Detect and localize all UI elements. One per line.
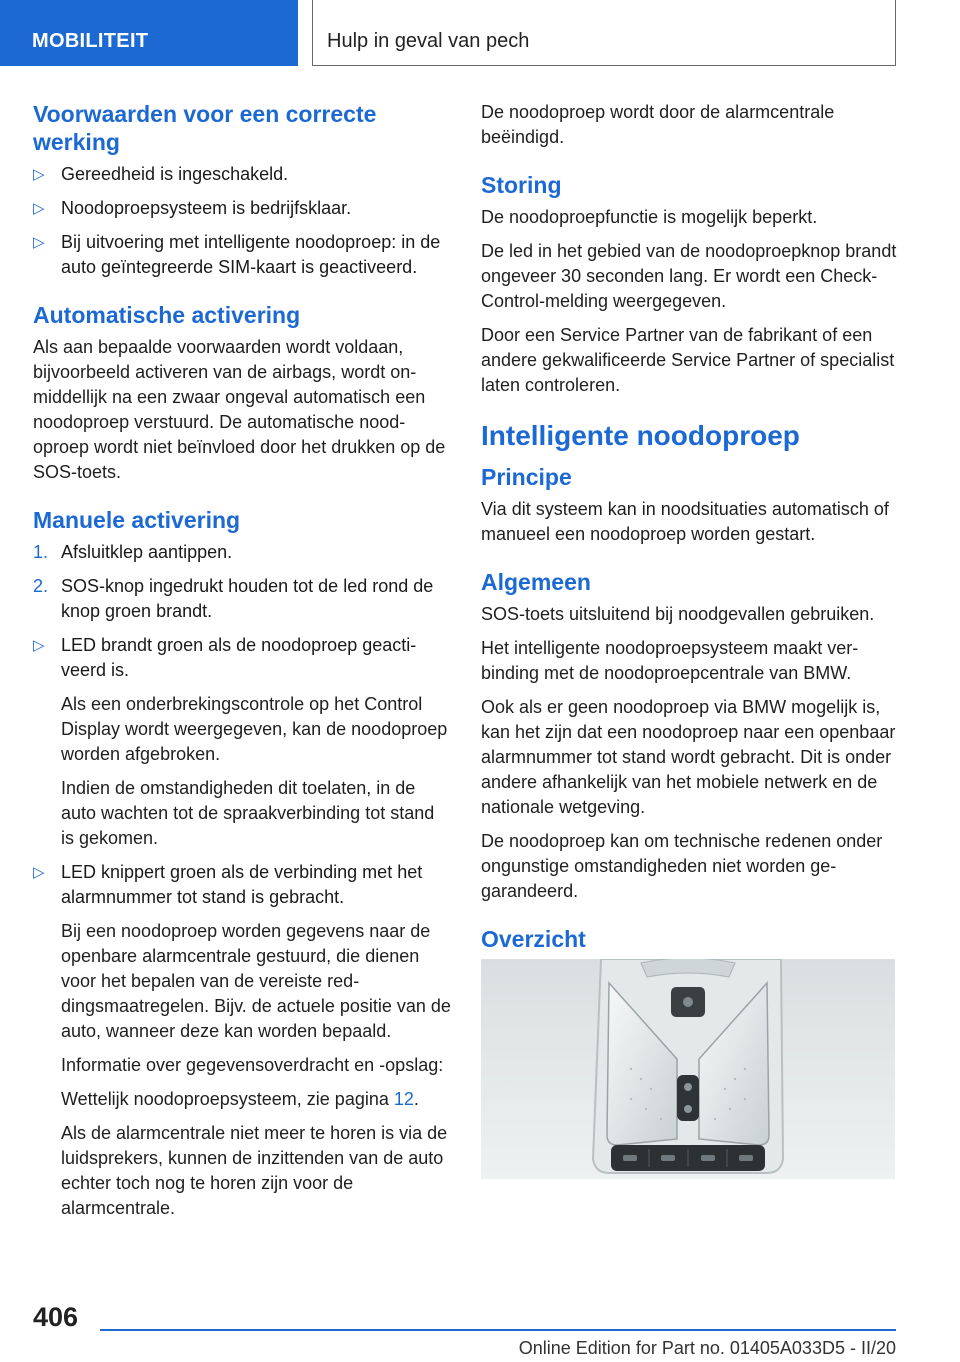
heading-general: Algemeen — [481, 569, 591, 595]
led-blink-note-1: Bij een noodoproep worden gegevens naar de openbare alarmcentrale gestuurd, die dienen voor het bepalen van de vereiste reddingsmaatregelen. Bijv. de actuele positie van de auto, wanneer deze kan worden bepaald. — [61, 921, 451, 1041]
page-number: 406 — [33, 1302, 79, 1332]
step-text: Afsluitklep aantippen. — [61, 542, 233, 562]
list-item — [33, 196, 451, 221]
footer-divider — [100, 1329, 896, 1331]
header-chapter-label: Hulp in geval van pech — [327, 30, 530, 52]
overhead-console-image — [481, 959, 895, 1179]
triangle-right-icon: ▷ — [33, 166, 45, 183]
list-item-text: Gereedheid is ingeschakeld. — [61, 164, 289, 184]
heading-overview: Overzicht — [481, 926, 586, 952]
led-blink-note-3 — [61, 1087, 451, 1112]
led-blink-note-4: Als de alarmcentrale niet meer te horen is via de luidsprekers, kunnen de inzittenden van de auto echter toch nog te horen zijn voor de alarmcentrale. — [61, 1123, 448, 1218]
led-green-text: LED brandt groen als de noodoproep geactiveerd is. — [61, 635, 417, 680]
general-text-2: Het intelligente noodoproepsysteem maakt verbinding met de noodoproepcentrale van BMW. — [481, 638, 859, 683]
step-item — [33, 540, 451, 565]
step-number: 1. — [33, 542, 49, 562]
overhead-console-illustration — [481, 959, 895, 1179]
heading-principle: Principe — [481, 464, 572, 490]
heading-fault: Storing — [481, 172, 562, 198]
right-column — [481, 100, 899, 1179]
conditions-list — [33, 162, 451, 280]
principle-text: Via dit systeem kan in noodsituaties automatisch of manueel een noodoproep worden gestart. — [481, 499, 889, 544]
led-green-note-2: Indien de omstandigheden dit toelaten, in de auto wachten tot de spraakverbinding tot stand is gekomen. — [61, 778, 435, 848]
triangle-right-icon: ▷ — [33, 234, 45, 251]
header-chapter-box — [312, 0, 896, 66]
list-item — [33, 162, 451, 187]
page-reference-link[interactable]: 12 — [393, 1089, 414, 1109]
step-number: 2. — [33, 576, 49, 596]
manual-steps — [33, 540, 451, 624]
automatic-text: Als aan bepaalde voorwaarden wordt voldaan, bijvoorbeeld activeren van de airbags, wordt onmiddellijk na een zwaar ongeval automatisch een noodoproep verstuurd. De automatische noodoproep wordt niet beïnvloed door het drukken op de SOS-toets. — [33, 337, 446, 482]
list-item-led-blink — [33, 860, 451, 1221]
fault-text-3: Door een Service Partner van de fabrikant of een andere gekwalificeerde Service Partner of specialist laten controleren. — [481, 325, 895, 395]
list-item-text: Noodoproepsysteem is bedrijfsklaar. — [61, 198, 352, 218]
header-section-label: MOBILITEIT — [32, 30, 149, 52]
step-item — [33, 574, 451, 624]
general-text-3: Ook als er geen noodoproep via BMW mogelijk is, kan het zijn dat een noodoproep naar een openbaar alarmnummer tot stand wordt gebracht. Dit is onder andere afhankelijk van het mobiele netwerk en de nationale wetgeving. — [481, 697, 896, 817]
led-blink-text: LED knippert groen als de verbinding met het alarmnummer tot stand is gebracht. — [61, 862, 423, 907]
list-item-led-green — [33, 633, 451, 851]
header-section-tab — [0, 0, 298, 66]
triangle-right-icon: ▷ — [33, 200, 45, 217]
heading-automatic: Automatische activering — [33, 302, 301, 328]
list-item — [33, 230, 451, 280]
fault-text-2: De led in het gebied van de noodoproepknop brandt ongeveer 30 seconden lang. Er wordt een Check-Control-melding weergegeven. — [481, 241, 897, 311]
cross-reference-end: . — [413, 1089, 419, 1109]
led-blink-note-2: Informatie over gegevensoverdracht en -opslag: — [61, 1055, 444, 1075]
list-item-text: Bij uitvoering met intelligente noodoproep: in de auto geïntegreerde SIM-kaart is geactiveerd. — [61, 232, 441, 277]
heading-manual: Manuele activering — [33, 507, 241, 533]
left-column — [33, 100, 451, 1230]
led-green-note-1: Als een onderbrekingscontrole op het Control Display wordt weergegeven, kan de noodoproep worden afgebroken. — [61, 694, 448, 764]
fault-text-1: De noodoproepfunctie is mogelijk beperkt. — [481, 207, 818, 227]
triangle-right-icon: ▷ — [33, 864, 45, 881]
footer-edition: Online Edition for Part no. 01405A033D5 - II/20 — [518, 1338, 896, 1358]
heading-conditions: Voorwaarden voor een correcte werking — [33, 101, 377, 155]
cross-reference-text: Wettelijk noodoproepsysteem, zie pagina — [61, 1089, 394, 1109]
heading-intelligent: Intelligente noodoproep — [481, 420, 800, 451]
general-text-4: De noodoproep kan om technische redenen onder ongunstige omstandigheden niet worden gegarandeerd. — [481, 831, 883, 901]
step-text: SOS-knop ingedrukt houden tot de led rond de knop groen brandt. — [61, 576, 434, 621]
general-text-1: SOS-toets uitsluitend bij noodgevallen gebruiken. — [481, 604, 875, 624]
triangle-right-icon: ▷ — [33, 637, 45, 654]
led-status-list — [33, 633, 451, 1221]
end-call-text: De noodoproep wordt door de alarmcentrale beëindigd. — [481, 102, 835, 147]
